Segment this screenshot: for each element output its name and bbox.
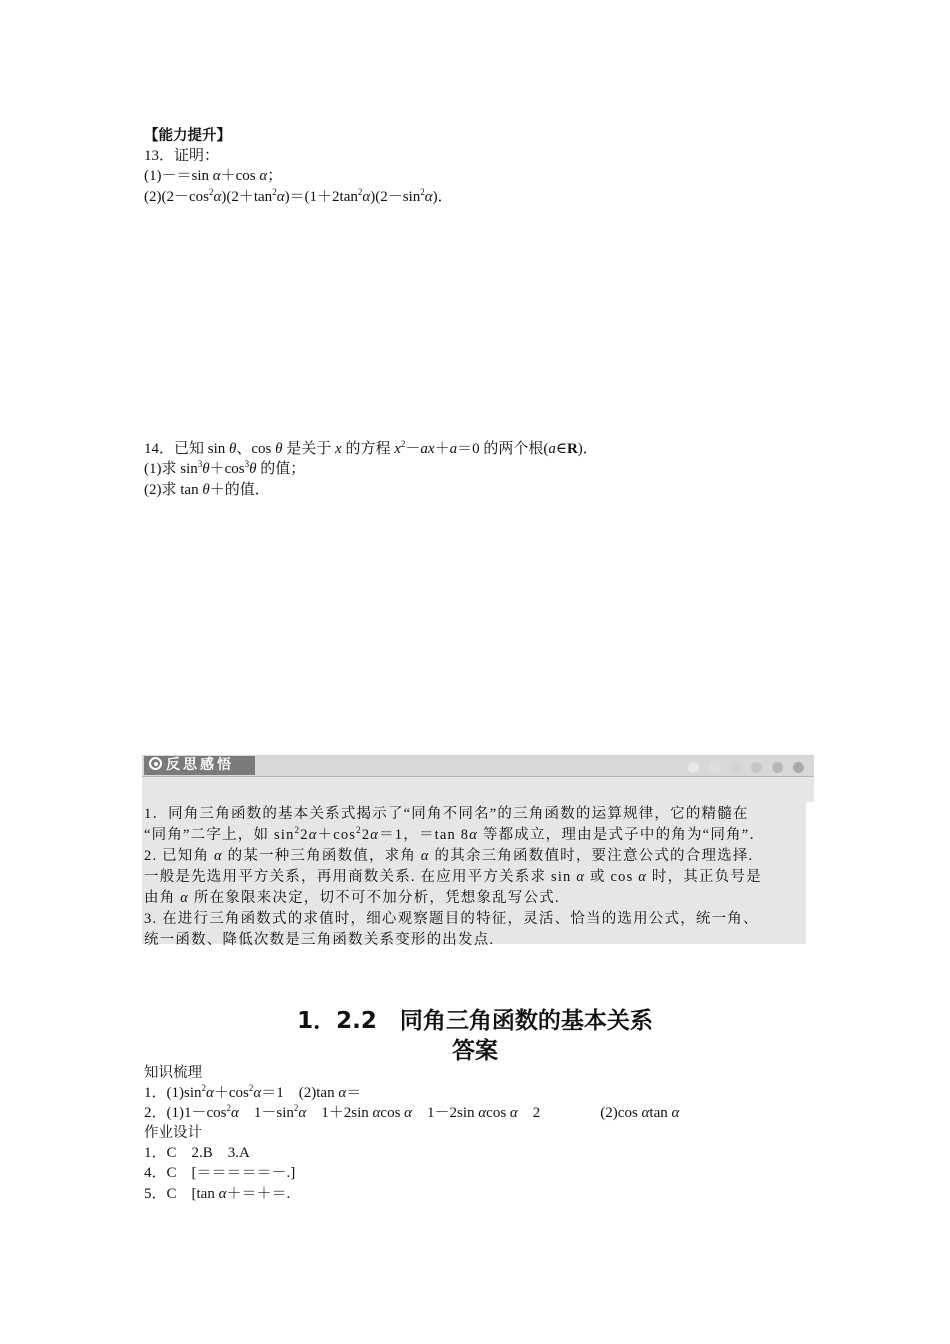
q13-part1: (1)－＝sin α＋cos α； <box>144 168 283 184</box>
reflection-label-text: 反思感悟 <box>166 757 234 773</box>
q13-part2: $(2)(2-\cos^2\alpha)(2+\tan^2\alpha)=(1+2\tan^2\alpha)(2-\sin^2\alpha)$． <box>144 187 453 205</box>
reflection-line-6: 3. 在进行三角函数式的求值时，细心观察题目的特征，灵活、恰当的选用公式，统一角、 <box>144 911 759 927</box>
homework-answer-1: 1．C 2.B 3.A <box>144 1145 250 1161</box>
knowledge-answer-2: 2．$(1)1-\cos^2\alpha$ $1-\sin^2\alpha$ 1＋2sin αcos α 1－2sin αcos α 2 (2)cos αtan α <box>144 1103 680 1121</box>
answers-title: 1．2.2 同角三角函数的基本关系 <box>297 1008 653 1034</box>
knowledge-heading: 知识梳理 <box>144 1065 202 1081</box>
decorative-dot <box>688 762 699 773</box>
decorative-dot <box>730 762 741 773</box>
homework-heading: 作业设计 <box>144 1125 202 1141</box>
decorative-dot <box>793 762 804 773</box>
reflection-label <box>144 756 255 775</box>
reflection-line-3: 2. 已知角 α 的某一种三角函数值，求角 α 的其余三角函数值时，要注意公式的合理选择. <box>144 848 754 864</box>
reflection-banner-strip <box>142 755 814 777</box>
reflection-line-5: 由角 α 所在象限来决定，切不可不加分析，凭想象乱写公式. <box>144 890 560 906</box>
decorative-dot <box>751 762 762 773</box>
reflection-banner <box>142 755 814 802</box>
q14-part2: (2)求 tan θ＋的值． <box>144 482 270 498</box>
homework-answer-5: 5．C [tan α＋＝＋＝. <box>144 1186 291 1202</box>
reflection-line-4: 一般是先选用平方关系，再用商数关系. 在应用平方关系求 sin α 或 cos α 时，其正负号是 <box>144 869 762 885</box>
q14-stem: 14．已知 sin θ、cos θ 是关于 x 的方程 $x^2-ax+a=0$ 的两个根(a∈R)． <box>144 439 598 457</box>
homework-answer-4: 4．C [＝＝＝＝＝－.] <box>144 1165 296 1181</box>
answers-subtitle: 答案 <box>452 1038 498 1064</box>
decorative-dots <box>678 760 804 772</box>
knowledge-answer-1: 1．$(1)\sin^2\alpha+\cos^2\alpha=1$ (2)tan α＝ <box>144 1083 362 1101</box>
q14-part1: (1)求 $\sin^3\theta+\cos^3\theta$ 的值； <box>144 459 306 477</box>
reflection-line-2: “同角”二字上，如 $\sin^22\alpha+\cos^22\alpha=1$，＝tan 8α 等都成立，理由是式子中的角为“同角”． <box>144 825 766 843</box>
target-icon <box>149 757 162 770</box>
section-heading-ability: 【能力提升】 <box>144 128 231 144</box>
decorative-dot <box>709 762 720 773</box>
decorative-dot <box>772 762 783 773</box>
q13-stem: 13．证明： <box>144 148 220 164</box>
reflection-line-1: 1．同角三角函数的基本关系式揭示了“同角不同名”的三角函数的运算规律，它的精髓在 <box>144 806 749 822</box>
reflection-line-7: 统一函数、降低次数是三角函数关系变形的出发点. <box>144 932 495 948</box>
